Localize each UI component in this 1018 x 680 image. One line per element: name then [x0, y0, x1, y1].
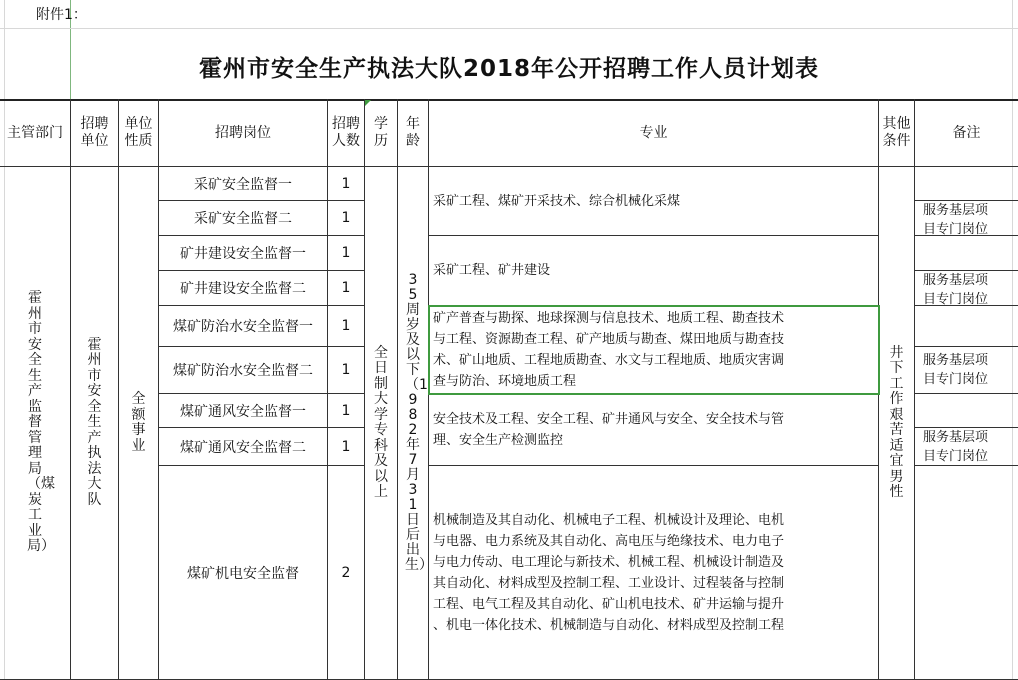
grid-line — [0, 28, 1018, 29]
header-remark: 备注 — [952, 124, 981, 141]
position-count: 1 — [341, 175, 351, 192]
header-other: 其他条件 — [882, 116, 911, 149]
position-name: 采矿安全监督二 — [194, 211, 292, 227]
row-line — [914, 393, 1018, 394]
selected-cell[interactable] — [428, 305, 880, 395]
education-cell — [365, 167, 397, 679]
header-major: 专业 — [639, 124, 668, 141]
remark-line: 目专门岗位 — [923, 372, 989, 387]
position-name: 煤矿防治水安全监督二 — [173, 363, 313, 379]
dept-text: 霍州市安全生产监督管理局（煤炭工业局） — [27, 290, 55, 555]
remark-cell — [915, 271, 1018, 305]
major-line: 与电力传动、电工理论与新技术、机械工程、机械设计制造及 — [433, 554, 785, 570]
position-name: 煤矿机电安全监督 — [187, 565, 299, 582]
position-name: 煤矿通风安全监督一 — [180, 403, 306, 420]
remark-cell — [915, 201, 1018, 235]
education-text: 全日制大学专科及以上 — [374, 344, 388, 500]
header-dept: 主管部门 — [7, 124, 63, 141]
page-title: 霍州市安全生产执法大队2018年公开招聘工作人员计划表 — [198, 56, 819, 82]
major-line: 术、矿山地质、工程地质勘查、水文与工程地质、地质灾害调 — [433, 352, 785, 368]
position-name: 煤矿防治水安全监督一 — [173, 319, 313, 335]
major-cell — [429, 394, 878, 465]
position-count: 1 — [341, 280, 351, 296]
major-line: 矿产普查与勘探、地球探测与信息技术、地质工程、勘查技术 — [433, 310, 785, 326]
remark-line: 目专门岗位 — [923, 292, 989, 307]
major-line: 机械制造及其自动化、机械电子工程、机械设计及理论、电机 — [433, 512, 785, 528]
major-line: 安全技术及工程、安全工程、矿井通风与安全、安全技术与管 — [433, 411, 785, 427]
major-line: 查与防治、环境地质工程 — [433, 373, 577, 389]
header-unit: 招聘单位 — [80, 116, 109, 149]
cell-comment-marker — [365, 100, 371, 106]
position-name: 矿井建设安全监督一 — [180, 246, 306, 262]
header-age: 年龄 — [406, 116, 420, 149]
position-count: 1 — [341, 362, 351, 378]
position-count: 1 — [341, 402, 351, 419]
major-line: 与电器、电力系统及其自动化、高电压与绝缘技术、电力电子 — [433, 533, 785, 549]
other-conditions-text: 井下工作艰苦适宜男性 — [889, 344, 904, 500]
unit-text: 霍州市安全生产执法大队 — [87, 336, 102, 508]
major-line: 采矿工程、矿井建设 — [433, 263, 551, 278]
nature-text: 全额事业 — [131, 391, 146, 454]
position-name: 采矿安全监督一 — [194, 176, 292, 193]
position-count: 1 — [341, 210, 351, 226]
remark-line: 服务基层项 — [923, 353, 989, 368]
major-line: 采矿工程、煤矿开采技术、综合机械化采煤 — [433, 193, 681, 209]
position-count: 2 — [341, 564, 351, 581]
header-count: 招聘人数 — [332, 116, 360, 149]
header-position: 招聘岗位 — [215, 124, 271, 141]
position-count: 1 — [341, 245, 351, 261]
remark-line: 服务基层项 — [923, 273, 989, 288]
remark-cell — [915, 351, 1018, 393]
header-education: 学历 — [374, 116, 388, 149]
major-cell — [429, 167, 878, 235]
unit-cell — [71, 167, 118, 679]
major-line: 与工程、资源勘查工程、矿产地质与勘查、煤田地质与勘查技 — [433, 331, 785, 347]
major-line: 理、安全生产检测监控 — [433, 432, 564, 448]
remark-cell — [915, 428, 1018, 465]
header-nature: 单位性质 — [124, 116, 153, 149]
remark-line: 服务基层项 — [923, 430, 989, 445]
remark-line: 服务基层项 — [923, 203, 989, 218]
position-count: 1 — [341, 438, 351, 455]
dept-cell — [0, 167, 70, 679]
major-cell — [429, 466, 878, 679]
remark-line: 目专门岗位 — [923, 222, 989, 237]
other-conditions-cell — [879, 167, 914, 679]
position-count: 1 — [341, 318, 351, 334]
age-text: 35周岁及以下（1982年7月31日后出生） — [405, 272, 433, 573]
major-line: 工程、电气工程及其自动化、矿山机电技术、矿井运输与提升 — [433, 596, 785, 612]
position-name: 煤矿通风安全监督二 — [180, 439, 306, 456]
remark-line: 目专门岗位 — [923, 449, 989, 464]
position-name: 矿井建设安全监督二 — [180, 281, 306, 297]
age-cell — [398, 167, 433, 679]
nature-cell — [119, 167, 158, 679]
row-line — [914, 346, 1018, 347]
attachment-label: 附件1： — [36, 7, 87, 23]
major-line: 、机电一体化技术、机械制造与自动化、材料成型及控制工程 — [433, 617, 785, 633]
major-line: 其自动化、材料成型及控制工程、工业设计、过程装备与控制 — [433, 575, 785, 591]
major-cell — [429, 236, 878, 305]
